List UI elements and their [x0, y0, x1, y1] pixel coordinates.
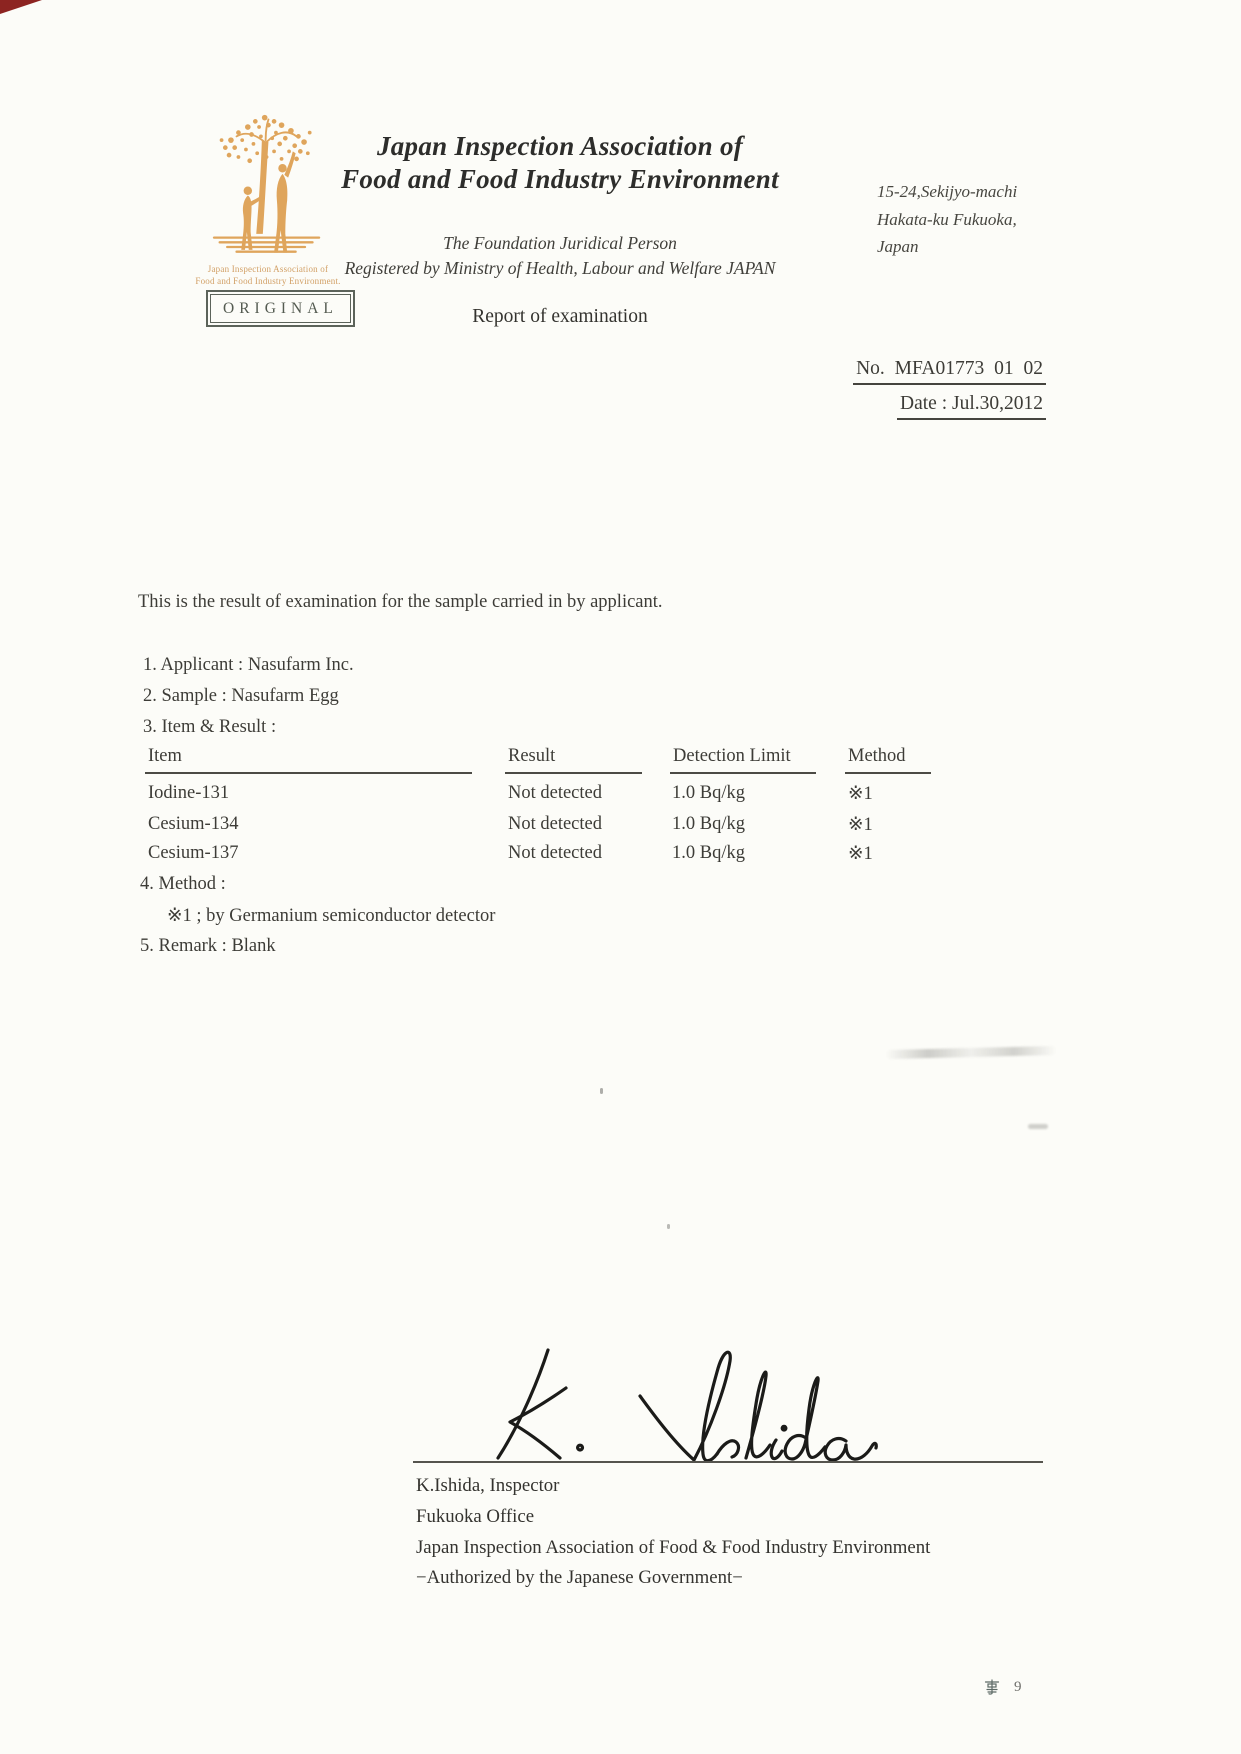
col-header-item: Item: [145, 746, 472, 774]
org-name-line1: Japan Inspection Association of: [376, 131, 744, 161]
footer-page-mark: [984, 1678, 1022, 1696]
foundation-subtitle: [320, 231, 800, 281]
address-line3: Japan: [877, 237, 919, 256]
org-address: [877, 178, 1017, 261]
col-header-method: Method: [845, 746, 931, 774]
result-cell: Not detected: [508, 843, 602, 863]
signature-block: [416, 1471, 930, 1594]
scan-corner-artifact: [0, 0, 42, 14]
document-number: [800, 358, 1046, 385]
applicant-line: 1. Applicant : Nasufarm Inc.: [143, 655, 354, 675]
foundation-line2: Registered by Ministry of Health, Labour and Welfare JAPAN: [344, 258, 776, 278]
original-stamp-label: ORIGINAL: [210, 294, 351, 323]
foundation-line1: The Foundation Juridical Person: [443, 233, 677, 253]
org-logo-tree-icon: [205, 112, 330, 262]
method-cell: ※1: [848, 844, 873, 864]
org-name-line2: Food and Food Industry Environment: [341, 164, 779, 194]
scan-speck: [667, 1224, 670, 1229]
logo-caption-line1: Japan Inspection Association of: [207, 264, 329, 274]
office-name: Fukuoka Office: [416, 1505, 535, 1527]
result-cell: Not detected: [508, 783, 602, 803]
col-header-detection-limit: Detection Limit: [670, 746, 816, 774]
page-number: 9: [1014, 1678, 1022, 1695]
authorized-line: −Authorized by the Japanese Government−: [416, 1567, 743, 1589]
intro-sentence: This is the result of examination for the sample carried in by applicant.: [138, 592, 663, 612]
scan-speck: [600, 1088, 603, 1094]
method-cell: ※1: [848, 815, 873, 835]
sample-line: 2. Sample : Nasufarm Egg: [143, 686, 339, 706]
item-cell: Iodine-131: [148, 783, 230, 803]
address-line2: Hakata-ku Fukuoka,: [877, 209, 1017, 229]
detection-limit-cell: 1.0 Bq/kg: [672, 814, 745, 834]
document-date: [800, 393, 1046, 420]
item-cell: Cesium-137: [148, 843, 239, 863]
kanji-ji-mark-icon: [984, 1679, 1000, 1695]
logo-caption-line2: Food and Food Industry Environment.: [195, 276, 341, 286]
col-header-result: Result: [505, 746, 642, 774]
original-stamp: [206, 290, 355, 327]
item-cell: Cesium-134: [148, 814, 239, 834]
document-date-text: Date : Jul.30,2012: [897, 393, 1046, 420]
signature-line: [413, 1461, 1043, 1463]
scan-smudge: [1028, 1124, 1048, 1129]
method-detail: ※1 ; by Germanium semiconductor detector: [167, 906, 496, 926]
remark-line: 5. Remark : Blank: [140, 936, 276, 956]
item-result-line: 3. Item & Result :: [143, 717, 277, 737]
scan-smudge: [885, 1046, 1057, 1059]
document-number-text: No. MFA01773 01 02: [853, 358, 1046, 385]
signature-org-name: Japan Inspection Association of Food & Food Industry Environment: [416, 1536, 931, 1558]
method-cell: ※1: [848, 784, 873, 804]
address-line1: 15-24,Sekijyo-machi: [877, 182, 1018, 201]
detection-limit-cell: 1.0 Bq/kg: [672, 783, 745, 803]
handwritten-signature: [398, 1336, 1058, 1468]
inspector-name: K.Ishida, Inspector: [416, 1475, 560, 1496]
result-cell: Not detected: [508, 814, 602, 834]
detection-limit-cell: 1.0 Bq/kg: [672, 843, 745, 863]
org-name-heading: [320, 130, 800, 196]
method-heading: 4. Method :: [140, 874, 226, 894]
report-title: Report of examination: [472, 306, 648, 327]
